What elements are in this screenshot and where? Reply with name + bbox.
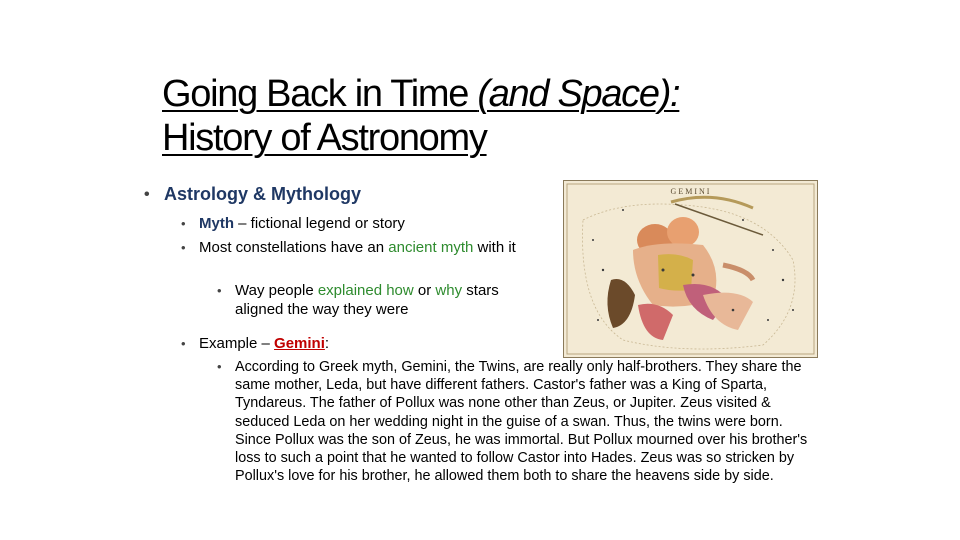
bullet-text: Astrology & Mythology [164,184,361,204]
title-line1-plain: Going Back in Time [162,73,478,115]
bullet-dot: • [217,283,222,298]
gemini-term: Gemini [274,335,325,352]
myth-definition: – fictional legend or story [234,215,405,232]
bullet-dot: • [144,186,150,203]
bullet-dot: • [181,216,186,231]
explained-middle: or [413,282,436,299]
slide-title [162,72,782,160]
gemini-star-chart-illustration [563,180,818,358]
bullet-explained [217,281,535,319]
bullet-astrology-mythology [144,184,361,204]
bullet-dot: • [217,359,222,374]
example-before: Example – [199,335,275,352]
image-caption: GEMINI [670,187,712,196]
myth-term: Myth [199,215,234,232]
explained-before: Way people [235,282,318,299]
title-line2: History of Astronomy [162,117,487,159]
bullet-example [181,334,330,353]
bullet-dot: • [181,240,186,255]
constellations-after: with it [473,239,516,256]
bullet-gemini-story [217,358,820,485]
bullet-myth [181,214,405,233]
why-highlight: why [435,282,463,299]
title-line1-italic: (and Space): [477,73,680,115]
ancient-myth-highlight: ancient myth [388,239,474,256]
constellations-before: Most constellations have an [199,239,389,256]
example-after: : [324,335,330,352]
gemini-story-text: According to Greek myth, Gemini, the Twins, are really only half-brothers. They share the same mother, Leda, but have different fathers. Castor's father was a King of Sparta, Tyndareus. The father of Pollux was none other than Zeus, or Jupiter. Zeus visited & seduced Leda on her wedding night in the guise of a swan. Thus, the twins were born. Since Pollux was the son of Zeus, he was immortal. But Pollux mourned over his brother's loss to such a point that he wanted to follow Castor into Hades. Zeus was so stricken by Pollux's love for his brother, he allowed them both to share the heavens side by side. [235,359,808,485]
bullet-constellations [181,238,529,257]
explained-how-highlight: explained how [317,282,414,299]
bullet-dot: • [181,336,186,351]
explained-after: stars aligned the way they were [235,282,499,318]
